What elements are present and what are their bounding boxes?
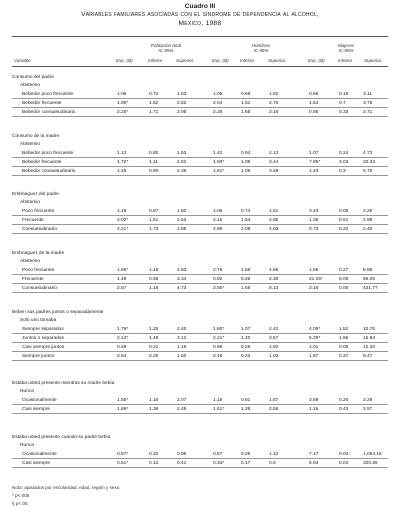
table-cell: 2.40 <box>177 327 187 332</box>
table-cell: 0.72 <box>149 92 159 97</box>
table-cell: 2.21* <box>117 227 129 232</box>
table-cell: 0.12 <box>149 461 159 466</box>
table-cell: 2.02* <box>117 218 129 223</box>
table-cell: 12.33 <box>363 345 376 350</box>
table-cell: 0.7 <box>339 101 346 106</box>
group-header-total: Población total IC 95% <box>150 43 182 54</box>
column-header-exp: Exp. (B) <box>116 58 133 63</box>
table-row <box>12 99 388 108</box>
table-cell: 1.40 <box>241 336 251 341</box>
row-label: Juntos o separados <box>22 336 64 341</box>
table-cell: 0.95 <box>309 110 319 115</box>
table-cell: 2.56 <box>269 407 279 412</box>
row-label: Casi siempre <box>22 461 50 466</box>
table-cell: 0.51* <box>117 461 129 466</box>
column-header-exp: Exp. (B) <box>212 58 229 63</box>
table-cell: 1.73 <box>149 227 159 232</box>
table-cell: 0.68 <box>309 92 319 97</box>
table-cell: 3.49 <box>269 169 279 174</box>
table-cell: 1.15 <box>149 286 159 291</box>
table-cell: 1.16 <box>309 407 319 412</box>
table-cell: 1.95* <box>117 101 129 106</box>
table-cell: 0.92 <box>213 277 223 282</box>
row-label: Bebedor consuetudinario <box>22 169 76 174</box>
row-label: Bebedor poco frecuente <box>22 92 74 97</box>
table-row <box>12 284 388 293</box>
table-cell: 0.20 <box>339 398 349 403</box>
table-cell: 2.89 <box>213 227 223 232</box>
table-cell: 2.76 <box>213 268 223 273</box>
table-cell: 0.80 <box>149 151 159 156</box>
table-cell: 1.11 <box>149 160 158 165</box>
table-cell: 1.69* <box>117 268 129 273</box>
table-cell: 9.47 <box>363 354 373 359</box>
table-cell: 1.53 <box>177 151 187 156</box>
table-cell: 0.74 <box>241 209 251 214</box>
reference-category: Nunca <box>20 443 34 448</box>
row-label: Ocasionalmente <box>22 398 57 403</box>
table-cell: 1.18 <box>117 209 127 214</box>
table-cell: 1.64 <box>241 218 251 223</box>
table-cell: 2.21* <box>213 336 225 341</box>
table-cell: 1.64 <box>309 101 319 106</box>
table-cell: 1.25 <box>149 327 159 332</box>
table-cell: 4.05* <box>309 327 321 332</box>
table-cell: 0.49 <box>117 345 127 350</box>
table-cell: 0.21 <box>149 345 159 350</box>
table-cell: 8.05 <box>339 277 349 282</box>
table-cell: 2.71 <box>363 110 373 115</box>
table-cell: 1.12 <box>269 452 279 457</box>
table-cell: 1.60 <box>177 209 187 214</box>
table-cell: 2.49 <box>177 407 187 412</box>
table-cell: 1.35 <box>309 218 319 223</box>
table-cell: 3.57 <box>269 336 279 341</box>
row-label: Poco frecuente <box>22 268 55 273</box>
table-cell: 2.07 <box>177 398 187 403</box>
table-cell: 1.60 <box>177 354 187 359</box>
table-cell: 0.27 <box>339 268 349 273</box>
table-cell: 0.41 <box>177 461 187 466</box>
table-cell: 2.53 <box>177 218 187 223</box>
row-label: Consuetudinario <box>22 286 57 291</box>
table-note: Nota: ajustados por escolaridad, edad, región y sexo <box>12 485 120 490</box>
table-cell: 0.69 <box>213 345 223 350</box>
table-cell: 421.77 <box>363 286 378 291</box>
table-cell: 3.03 <box>339 160 349 165</box>
table-cell: 0.73 <box>309 227 319 232</box>
table-cell: 4.86 <box>269 268 279 273</box>
table-cell: 56.06 <box>363 277 376 282</box>
table-cell: 4.73 <box>363 151 373 156</box>
table-cell: 3.34 <box>177 277 187 282</box>
row-label: Casi siempre juntos <box>22 345 65 350</box>
table-cell: 0.87 <box>149 209 159 214</box>
table-cell: 1.62 <box>269 92 279 97</box>
column-header-superior: Superior <box>364 58 382 63</box>
table-cell: 1.26 <box>241 407 251 412</box>
table-cell: 320.56 <box>363 461 378 466</box>
table-cell: 1.92 <box>269 345 279 350</box>
table-cell: 0.17 <box>241 461 251 466</box>
table-cell: 0.04 <box>339 452 349 457</box>
table-cell: 2.29 <box>363 398 373 403</box>
table-cell: 1.15 <box>177 345 187 350</box>
reference-category: Abstemio <box>20 259 40 264</box>
table-cell: 0.32 <box>149 452 159 457</box>
table-cell: 1.56 <box>241 268 251 273</box>
table-cell: 1.46 <box>149 336 159 341</box>
table-cell: 1.05 <box>241 169 251 174</box>
table-row <box>12 275 388 284</box>
table-cell: 2.25* <box>117 110 129 115</box>
table-cell: 1.18 <box>213 398 223 403</box>
row-label: Bebedor frecuente <box>22 160 62 165</box>
row-label: Bebedor frecuente <box>22 101 62 106</box>
table-cell: 10.76 <box>363 327 376 332</box>
table-cell: 2.52 <box>177 101 187 106</box>
table-cell: 0.49 <box>213 354 223 359</box>
table-cell: 2.35 <box>177 169 187 174</box>
section-title: Embriaguez de la madre <box>12 251 65 256</box>
table-row <box>12 266 388 275</box>
table-row <box>12 352 388 361</box>
table-cell: 0.33* <box>213 461 225 466</box>
table-cell: 2.93 <box>177 268 187 273</box>
table-row <box>12 207 388 216</box>
reference-category: Abstemio <box>20 83 40 88</box>
table-cell: 1.52 <box>149 101 159 106</box>
table-row <box>12 396 388 405</box>
table-cell: 1.49 <box>117 277 127 282</box>
section-title: Estaba usted presente mientras su madre bebía <box>12 381 115 386</box>
table-number: Cuadro III <box>184 3 216 10</box>
table-cell: 1.13 <box>117 151 127 156</box>
table-cell: 1.07 <box>309 151 319 156</box>
table-row <box>12 149 388 158</box>
column-header-inferior: Inferior <box>148 58 163 63</box>
table-cell: 1.52 <box>339 327 349 332</box>
table-cell: 1.93* <box>213 160 225 165</box>
table-cell: 0.25 <box>241 277 251 282</box>
table-cell: 0.04 <box>339 461 349 466</box>
table-cell: 4.03 <box>269 227 279 232</box>
row-label: Siempre juntos <box>22 354 54 359</box>
table-cell: 1.71 <box>149 110 159 115</box>
table-cell: 1.16 <box>149 398 159 403</box>
group-header-women: Mujeres IC 95% <box>337 43 355 54</box>
table-cell: 0.43 <box>339 407 349 412</box>
table-cell: 0.90 <box>149 169 159 174</box>
table-cell: 1.89* <box>117 407 129 412</box>
table-row <box>12 225 388 234</box>
table-row <box>12 343 388 352</box>
row-label: Casi siempre <box>22 407 50 412</box>
table-cell: 6.75 <box>363 169 373 174</box>
table-cell: 2.13 <box>269 151 279 156</box>
table-cell: 3.16 <box>269 110 279 115</box>
row-label: Frecuente <box>22 277 44 282</box>
table-cell: 0.57 <box>213 452 223 457</box>
table-cell: 0.94 <box>241 151 251 156</box>
table-cell: 2.04 <box>213 101 223 106</box>
table-cell: 2.57 <box>117 286 127 291</box>
table-cell: 2.46 <box>363 227 373 232</box>
table-row <box>12 450 388 459</box>
table-cell: 1.43 <box>309 169 319 174</box>
table-cell: 3.69 <box>309 398 319 403</box>
section-title: Embriaguez del padre <box>12 192 59 197</box>
table-cell: 5.29* <box>309 336 321 341</box>
table-cell: 1.58 <box>241 286 251 291</box>
table-cell: 1.66 <box>339 336 349 341</box>
table-row <box>12 459 388 468</box>
row-label: Ocasionalmente <box>22 452 57 457</box>
table-cell: 0.33 <box>339 110 349 115</box>
table-cell: 2.85 <box>177 227 187 232</box>
table-cell: 0.23 <box>241 354 251 359</box>
table-row <box>12 108 388 117</box>
table-row <box>12 334 388 343</box>
table-cell: 1.38 <box>149 407 159 412</box>
table-cell: 2.14* <box>117 336 129 341</box>
table-cell: 0.22 <box>339 227 349 232</box>
table-cell: 2.28 <box>213 110 223 115</box>
table-cell: 1.55 <box>309 268 319 273</box>
table-row <box>12 167 388 176</box>
table-cell: 1.07 <box>241 327 251 332</box>
row-label: Bebedor consuetudinario <box>22 110 76 115</box>
table-row <box>12 158 388 167</box>
table-cell: 1.16 <box>149 268 159 273</box>
table-cell: 2.76 <box>269 101 279 106</box>
reference-category: Nunca <box>20 389 34 394</box>
table-subtitle: México, 1988 <box>178 20 222 27</box>
table-cell: 1.65 <box>241 110 251 115</box>
table-cell: 1.81* <box>213 169 225 174</box>
row-label: Bebedor poco frecuente <box>22 151 74 156</box>
table-cell: 0.6 <box>269 461 276 466</box>
table-cell: 1.51 <box>241 101 251 106</box>
table-cell: 1.55* <box>117 398 129 403</box>
section-title: Consumo de la madre <box>12 134 60 139</box>
column-header-variable: Variable <box>14 58 31 63</box>
table-cell: 2.85 <box>269 218 279 223</box>
table-cell: 5.93 <box>309 461 319 466</box>
section-title: Beben sus padres juntos o separadamente <box>12 310 104 315</box>
reference-category: Abstemio <box>20 200 40 205</box>
table-cell: 0.29 <box>241 452 251 457</box>
table-cell: 1.05 <box>213 92 223 97</box>
row-label: Siempre separados <box>22 327 64 332</box>
table-row <box>12 405 388 414</box>
table-cell: 7.17 <box>309 452 319 457</box>
table-cell: 2.30 <box>269 277 279 282</box>
table-cell: 2.08 <box>241 227 251 232</box>
table-cell: 2.42 <box>269 327 279 332</box>
section-title: Consumo del padre <box>12 75 54 80</box>
table-cell: 1.87 <box>309 354 319 359</box>
table-cell: 3.43 <box>309 209 319 214</box>
footnote-significance-1: * p<.005 <box>12 493 30 498</box>
table-cell: 3.11 <box>363 92 372 97</box>
table-cell: 3.12 <box>177 336 187 341</box>
table-cell: 2.98 <box>363 218 373 223</box>
table-cell: 1,054.16 <box>363 452 382 457</box>
row-label: Consuetudinario <box>22 227 57 232</box>
table-cell: 3.44 <box>269 160 279 165</box>
table-cell: 8.13 <box>269 286 279 291</box>
table-cell: 3.78 <box>363 101 373 106</box>
footnote-significance-2: § p<.05 <box>12 501 28 506</box>
table-cell: 1.01 <box>309 345 319 350</box>
table-cell: 0.57* <box>117 452 129 457</box>
table-cell: 1.03 <box>269 354 279 359</box>
table-row <box>12 216 388 225</box>
table-cell: 2.57 <box>363 407 373 412</box>
table-cell: 0.37 <box>339 354 349 359</box>
table-cell: 1.51 <box>269 209 279 214</box>
table-cell: 1.06 <box>213 209 223 214</box>
table-cell: 2.95 <box>177 110 187 115</box>
table-cell: 0.15 <box>339 92 349 97</box>
table-cell: 1.61 <box>149 218 159 223</box>
table-cell: 1.67 <box>269 398 279 403</box>
table-cell: 0.00 <box>339 286 349 291</box>
column-header-superior: Superior <box>268 58 286 63</box>
table-cell: 0.64 <box>117 354 127 359</box>
row-label: Poco frecuente <box>22 209 55 214</box>
table-cell: 0.68 <box>241 92 251 97</box>
table-cell: 2.52 <box>177 160 187 165</box>
row-label: Frecuente <box>22 218 44 223</box>
column-header-inferior: Inferior <box>338 58 353 63</box>
table-cell: 1.53 <box>177 92 187 97</box>
reference-category: Solo uno tomaba <box>20 318 57 323</box>
table-cell: 0.08 <box>339 209 349 214</box>
section-title: Estaba usted presente cuando su padre bebía <box>12 435 111 440</box>
table-cell: 15.94 <box>363 336 376 341</box>
group-header-men: Hombres IC 95% <box>251 43 271 54</box>
column-header-exp: Exp. (B) <box>308 58 325 63</box>
table-cell: 7.85* <box>309 160 321 165</box>
table-cell: 1.60* <box>213 327 225 332</box>
table-cell: 3.16 <box>309 286 319 291</box>
top-rule <box>12 36 388 37</box>
table-cell: 1.06 <box>117 92 127 97</box>
table-cell: 8.86 <box>363 268 373 273</box>
table-cell: 0.08 <box>339 345 349 350</box>
table-cell: 0.24 <box>339 151 349 156</box>
table-cell: 1.09 <box>241 160 251 165</box>
table-cell: 0.25 <box>241 345 251 350</box>
table-cell: 1.61* <box>213 407 225 412</box>
table-cell: 0.3 <box>339 169 346 174</box>
table-cell: 0.61 <box>339 218 349 223</box>
table-cell: 0.26 <box>149 354 159 359</box>
table-cell: 1.45 <box>117 169 127 174</box>
table-cell: 1.79* <box>117 327 129 332</box>
table-cell: 0.81 <box>241 398 251 403</box>
table-cell: 3.55* <box>213 286 225 291</box>
table-cell: 20.33 <box>363 160 376 165</box>
table-cell: 21.25* <box>309 277 323 282</box>
table-row <box>12 90 388 99</box>
table-cell: 4.73 <box>177 286 187 291</box>
header-rule <box>12 66 388 67</box>
table-row <box>12 325 388 334</box>
table-cell: 2.16 <box>213 218 223 223</box>
reference-category: Abstemio <box>20 142 40 147</box>
table-cell: 2.29 <box>363 209 373 214</box>
table-cell: 0.66 <box>149 277 159 282</box>
table-cell: 1.72* <box>117 160 129 165</box>
table-title: Variables familiares asociadas con el síndrome de dependencia al alcohol, <box>81 11 319 18</box>
column-header-superior: Superior <box>176 58 194 63</box>
column-header-inferior: Inferior <box>240 58 255 63</box>
table-cell: 0.99 <box>177 452 187 457</box>
table-cell: 1.42 <box>213 151 223 156</box>
